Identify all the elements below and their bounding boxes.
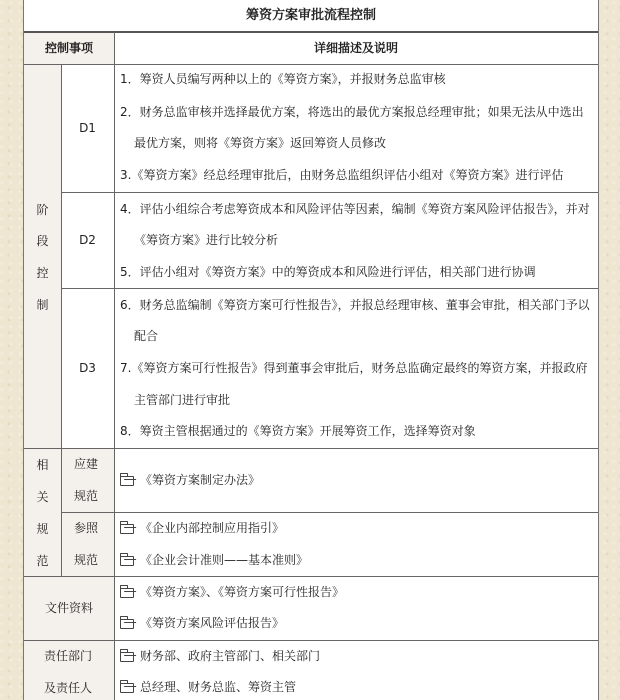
documents-label: 文件资料 [24, 576, 114, 640]
grid-line [61, 64, 62, 576]
doc-item: 《筹资方案风险评估报告》 [120, 615, 284, 631]
grid-line [114, 32, 115, 700]
reference-label: 参照 [74, 521, 99, 535]
related-label-char: 规 [36, 522, 49, 536]
related-label-char: 范 [36, 554, 49, 568]
step-line: 6．财务总监编制《筹资方案可行性报告》，并报总经理审核、董事会审批，相关部门予以 [120, 298, 590, 312]
stage-label-char: 控 [36, 266, 49, 280]
grid-line [24, 448, 598, 449]
folder-icon [120, 683, 134, 693]
reference-label: 规范 [74, 553, 99, 567]
grid-line [24, 640, 598, 641]
step-line: 最优方案，则将《筹资方案》返回筹资人员修改 [134, 136, 387, 150]
should-build-label: 应建 [74, 457, 99, 471]
folder-icon [120, 476, 134, 486]
grid-line [61, 512, 598, 513]
header-control: 控制事项 [24, 32, 114, 64]
grid-line [24, 31, 598, 33]
step-line: 配合 [134, 329, 159, 343]
related-label-char: 关 [36, 490, 49, 504]
process-control-table [23, 0, 599, 700]
step-line: 5．评估小组对《筹资方案》中的筹资成本和风险进行评估，相关部门进行协调 [120, 265, 536, 279]
stage-code-d3: D3 [79, 361, 96, 375]
header-detail: 详细描述及说明 [313, 41, 398, 55]
stage-label-cell [24, 64, 61, 448]
step-line: 3.《筹资方案》经总经理审批后，由财务总监组织评估小组对《筹资方案》进行评估 [120, 168, 564, 182]
stage-code-d1: D1 [79, 121, 96, 135]
doc-item: 《筹资方案》、《筹资方案可行性报告》 [120, 584, 344, 600]
grid-line [24, 64, 598, 65]
step-line: 《筹资方案》进行比较分析 [134, 233, 279, 247]
step-line: 1．筹资人员编写两种以上的《筹资方案》，并报财务总监审核 [120, 72, 446, 86]
responsibility-item: 总经理、财务总监、筹资主管 [120, 679, 296, 695]
doc-item: 《筹资方案制定办法》 [120, 472, 260, 488]
step-line: 4．评估小组综合考虑筹资成本和风险评估等因素，编制《筹资方案风险评估报告》，并对 [120, 202, 590, 216]
table-title: 筹资方案审批流程控制 [245, 8, 376, 23]
step-line: 8．筹资主管根据通过的《筹资方案》开展筹资工作，选择筹资对象 [120, 424, 476, 438]
responsibility-label: 责任部门 [44, 649, 93, 663]
responsibility-item: 财务部、政府主管部门、相关部门 [120, 648, 320, 664]
folder-icon [120, 619, 134, 629]
step-line: 7.《筹资方案可行性报告》得到董事会审批后，财务总监确定最终的筹资方案，并报政府 [120, 361, 588, 375]
stage-label-char: 阶 [36, 203, 49, 217]
related-label-char: 相 [36, 458, 49, 472]
folder-icon [120, 524, 134, 534]
step-line: 主管部门进行审批 [134, 393, 231, 407]
stage-code-d2: D2 [79, 233, 96, 247]
folder-icon [120, 652, 134, 662]
doc-item: 《企业会计准则——基本准则》 [120, 552, 308, 568]
stage-label-char: 制 [36, 298, 49, 312]
responsibility-label: 及责任人 [44, 681, 93, 695]
folder-icon [120, 556, 134, 566]
doc-item: 《企业内部控制应用指引》 [120, 520, 284, 536]
grid-line [61, 288, 598, 289]
should-build-label: 规范 [74, 489, 99, 503]
step-line: 2．财务总监审核并选择最优方案，将选出的最优方案报总经理审批；如果无法从中选出 [120, 105, 584, 119]
grid-line [24, 576, 598, 577]
stage-label-char: 段 [36, 234, 49, 248]
folder-icon [120, 588, 134, 598]
grid-line [61, 192, 598, 193]
